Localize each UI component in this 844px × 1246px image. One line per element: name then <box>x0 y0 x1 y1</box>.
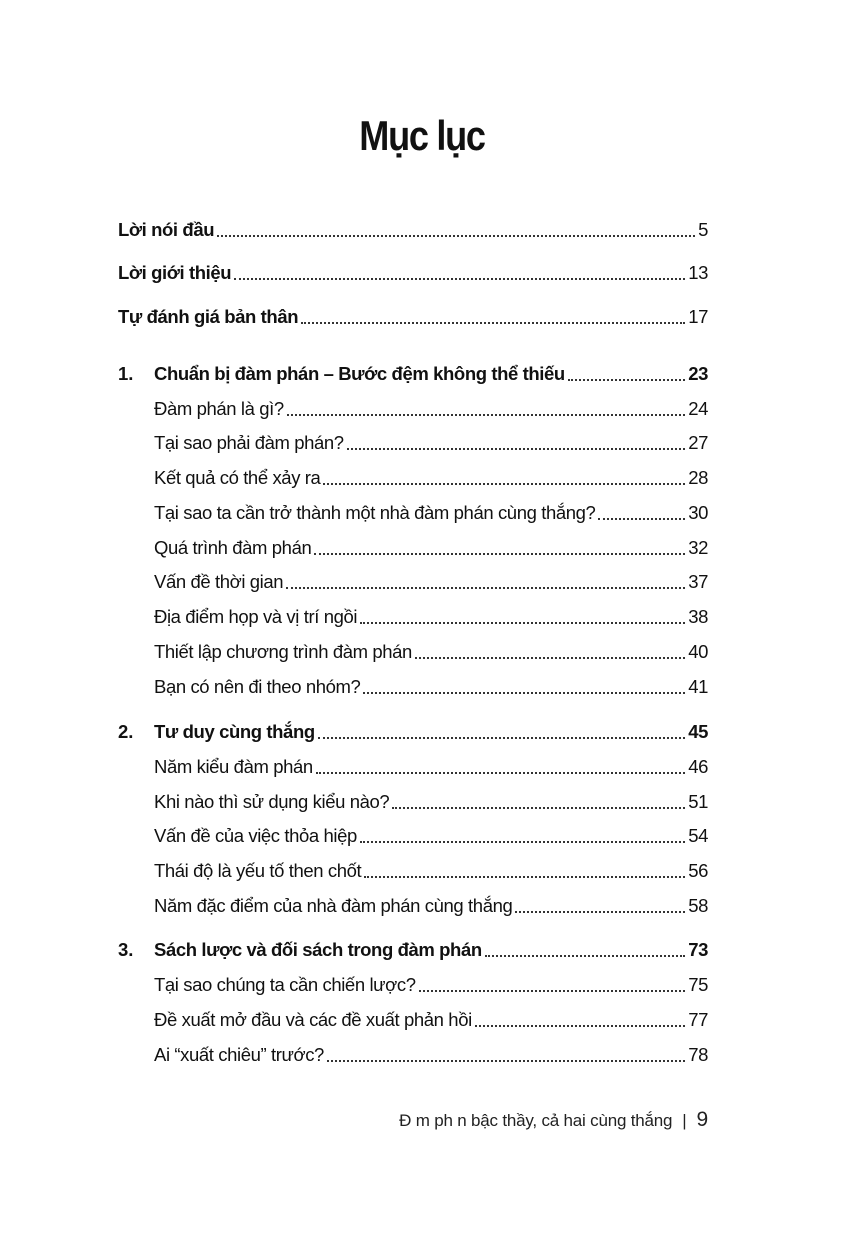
dot-leader <box>347 448 686 450</box>
toc-entry[interactable] <box>154 754 708 780</box>
dot-leader <box>327 1060 685 1062</box>
dot-leader <box>360 622 685 624</box>
page-number: 9 <box>696 1108 708 1131</box>
dot-leader <box>392 807 685 809</box>
toc-entry-page: 13 <box>688 262 708 283</box>
toc-entry-page: 5 <box>698 219 708 240</box>
toc-entry-label: Địa điểm họp và vị trí ngồi <box>154 606 358 627</box>
toc-entry[interactable] <box>154 789 708 815</box>
toc-entry-label: Tự đánh giá bản thân <box>118 306 299 327</box>
toc-chapter-page: 73 <box>688 939 708 960</box>
dot-leader <box>286 587 685 589</box>
toc-entry-introduction[interactable] <box>118 260 708 286</box>
dot-leader <box>568 379 685 381</box>
toc-entry[interactable] <box>154 893 708 919</box>
chapter-number: 3. <box>118 939 134 960</box>
dot-leader <box>598 518 685 520</box>
toc-entry-page: 37 <box>688 571 708 592</box>
toc-entry-page: 58 <box>688 895 708 916</box>
toc-entry[interactable] <box>154 430 708 456</box>
toc-entry-page: 54 <box>688 825 708 846</box>
toc-chapter-3[interactable] <box>154 937 708 963</box>
toc-entry[interactable] <box>154 465 708 491</box>
toc-entry-label: Thiết lập chương trình đàm phán <box>154 641 412 662</box>
toc-entry-label: Lời nói đầu <box>118 219 215 240</box>
chapter-number: 2. <box>118 721 134 742</box>
dot-leader <box>316 772 685 774</box>
dot-leader <box>234 278 685 280</box>
toc-entry-label: Lời giới thiệu <box>118 262 232 283</box>
toc-entry[interactable] <box>154 1042 708 1068</box>
toc-entry-label: Đàm phán là gì? <box>154 398 284 419</box>
toc-entry-page: 28 <box>688 467 708 488</box>
toc-entry[interactable] <box>154 535 708 561</box>
toc-entry[interactable] <box>154 639 708 665</box>
toc-chapter-label: Tư duy cùng thắng <box>154 721 315 742</box>
toc-entry-label: Tại sao phải đàm phán? <box>154 432 344 453</box>
dot-leader <box>323 483 685 485</box>
toc-entry-page: 27 <box>688 432 708 453</box>
page-title: Mục lục <box>359 112 485 159</box>
toc-entry-page: 51 <box>688 791 708 812</box>
toc-entry-page: 30 <box>688 502 708 523</box>
toc-entry-label: Năm đặc điểm của nhà đàm phán cùng thắng <box>154 895 513 916</box>
toc-entry-label: Bạn có nên đi theo nhóm? <box>154 676 361 697</box>
toc-entry-label: Đề xuất mở đầu và các đề xuất phản hồi <box>154 1009 472 1030</box>
toc-entry-label: Quá trình đàm phán <box>154 537 312 558</box>
dot-leader <box>419 990 686 992</box>
toc-entry-page: 38 <box>688 606 708 627</box>
toc-entry-label: Tại sao chúng ta cần chiến lược? <box>154 974 416 995</box>
toc-entry-label: Ai “xuất chiêu” trước? <box>154 1044 324 1065</box>
toc-entry-label: Kết quả có thể xảy ra <box>154 467 321 488</box>
toc-chapter-2[interactable] <box>154 719 708 745</box>
toc-entry[interactable] <box>154 972 708 998</box>
toc-chapter-label: Sách lược và đối sách trong đàm phán <box>154 939 482 960</box>
toc-chapter-page: 23 <box>688 363 708 384</box>
dot-leader <box>415 657 685 659</box>
dot-leader <box>301 322 685 324</box>
toc-entry-page: 17 <box>688 306 708 327</box>
toc-entry-label: Thái độ là yếu tố then chốt <box>154 860 362 881</box>
running-title: Đ m ph n bậc thầy, cả hai cùng thắng <box>399 1111 673 1130</box>
toc-entry[interactable] <box>154 823 708 849</box>
dot-leader <box>364 876 685 878</box>
toc-entry[interactable] <box>154 569 708 595</box>
toc-entry-label: Tại sao ta cần trở thành một nhà đàm phán cùng thắng? <box>154 502 596 523</box>
toc-entry-page: 75 <box>688 974 708 995</box>
chapter-number: 1. <box>118 363 134 384</box>
toc-entry-page: 41 <box>688 676 708 697</box>
dot-leader <box>287 414 685 416</box>
page-footer <box>399 1108 708 1132</box>
toc-entry-page: 24 <box>688 398 708 419</box>
dot-leader <box>363 692 685 694</box>
toc-entry[interactable] <box>154 396 708 422</box>
footer-separator: | <box>682 1111 687 1130</box>
dot-leader <box>217 235 695 237</box>
dot-leader <box>360 841 685 843</box>
toc-entry-page: 40 <box>688 641 708 662</box>
dot-leader <box>314 553 685 555</box>
toc-entry[interactable] <box>154 1007 708 1033</box>
toc-entry-page: 77 <box>688 1009 708 1030</box>
toc-chapter-label: Chuẩn bị đàm phán – Bước đệm không thể thiếu <box>154 363 565 384</box>
dot-leader <box>475 1025 685 1027</box>
dot-leader <box>485 955 685 957</box>
toc-entry[interactable] <box>154 858 708 884</box>
toc-chapter-1[interactable] <box>154 361 708 387</box>
toc-entry-page: 32 <box>688 537 708 558</box>
toc-entry-label: Năm kiểu đàm phán <box>154 756 313 777</box>
toc-entry-page: 56 <box>688 860 708 881</box>
toc-entry-page: 78 <box>688 1044 708 1065</box>
toc-entry-page: 46 <box>688 756 708 777</box>
toc-entry[interactable] <box>154 500 708 526</box>
toc-entry[interactable] <box>154 674 708 700</box>
toc-chapter-page: 45 <box>688 721 708 742</box>
toc-entry-label: Khi nào thì sử dụng kiểu nào? <box>154 791 390 812</box>
dot-leader <box>515 911 685 913</box>
toc-entry-label: Vấn đề của việc thỏa hiệp <box>154 825 357 846</box>
dot-leader <box>318 737 685 739</box>
toc-entry-foreword[interactable] <box>118 217 708 243</box>
toc-entry-self-assessment[interactable] <box>118 304 708 330</box>
toc-entry-label: Vấn đề thời gian <box>154 571 284 592</box>
toc-entry[interactable] <box>154 604 708 630</box>
